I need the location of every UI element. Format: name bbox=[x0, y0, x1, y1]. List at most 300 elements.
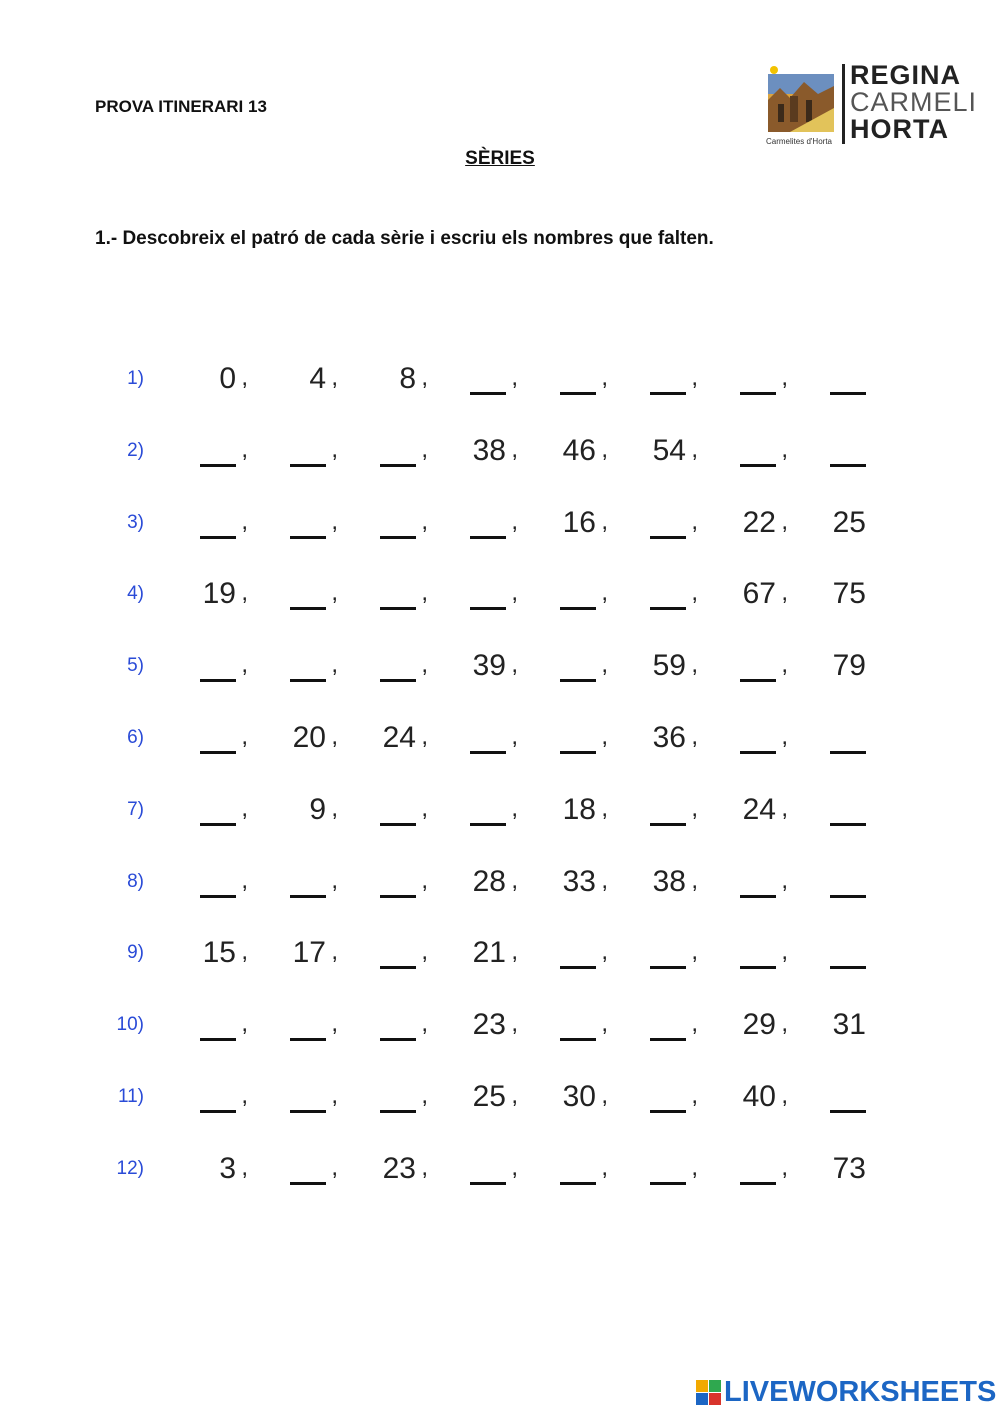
answer-blank[interactable] bbox=[278, 865, 338, 905]
liveworksheets-wordmark: LIVEWORKSHEETS bbox=[724, 1376, 997, 1408]
answer-blank[interactable] bbox=[548, 1152, 608, 1192]
series-number: 28 bbox=[472, 865, 506, 898]
answer-blank-line[interactable] bbox=[560, 966, 596, 969]
answer-blank[interactable] bbox=[278, 1080, 338, 1120]
answer-blank-line[interactable] bbox=[290, 1110, 326, 1113]
separator-comma: , bbox=[691, 508, 698, 535]
separator-comma: , bbox=[331, 1082, 338, 1109]
answer-blank-line[interactable] bbox=[740, 966, 776, 969]
series-row-number: 10) bbox=[116, 1014, 144, 1035]
answer-blank[interactable] bbox=[818, 721, 878, 761]
answer-blank-line[interactable] bbox=[560, 607, 596, 610]
separator-comma: , bbox=[241, 1010, 248, 1037]
separator-comma: , bbox=[781, 364, 788, 391]
answer-blank[interactable] bbox=[458, 362, 518, 402]
answer-blank-line[interactable] bbox=[830, 392, 866, 395]
answer-blank[interactable] bbox=[458, 793, 518, 833]
answer-blank-line[interactable] bbox=[290, 679, 326, 682]
answer-blank[interactable] bbox=[458, 577, 518, 617]
answer-blank-line[interactable] bbox=[650, 823, 686, 826]
answer-blank[interactable] bbox=[278, 1008, 338, 1048]
answer-blank[interactable] bbox=[368, 506, 428, 546]
series-value bbox=[638, 434, 698, 474]
series-number: 79 bbox=[832, 649, 866, 682]
separator-comma: , bbox=[241, 579, 248, 606]
separator-comma: , bbox=[691, 651, 698, 678]
answer-blank-line[interactable] bbox=[470, 823, 506, 826]
series-value bbox=[278, 362, 338, 402]
separator-comma: , bbox=[601, 1154, 608, 1181]
series-number: 25 bbox=[472, 1080, 506, 1113]
answer-blank-line[interactable] bbox=[200, 1110, 236, 1113]
series-row-number: 5) bbox=[127, 655, 144, 676]
series-number: 23 bbox=[382, 1152, 416, 1185]
separator-comma: , bbox=[421, 508, 428, 535]
answer-blank-line[interactable] bbox=[650, 607, 686, 610]
separator-comma: , bbox=[421, 436, 428, 463]
answer-blank[interactable] bbox=[548, 721, 608, 761]
answer-blank-line[interactable] bbox=[380, 823, 416, 826]
answer-blank-line[interactable] bbox=[830, 823, 866, 826]
separator-comma: , bbox=[421, 938, 428, 965]
separator-comma: , bbox=[511, 508, 518, 535]
separator-comma: , bbox=[781, 651, 788, 678]
answer-blank[interactable] bbox=[638, 506, 698, 546]
series-number: 36 bbox=[652, 721, 686, 754]
answer-blank[interactable] bbox=[728, 362, 788, 402]
separator-comma: , bbox=[781, 938, 788, 965]
separator-comma: , bbox=[691, 579, 698, 606]
separator-comma: , bbox=[241, 364, 248, 391]
series-number: 31 bbox=[832, 1008, 866, 1041]
series-value bbox=[368, 721, 428, 761]
answer-blank[interactable] bbox=[458, 721, 518, 761]
answer-blank-line[interactable] bbox=[380, 464, 416, 467]
series-value bbox=[458, 1008, 518, 1048]
separator-comma: , bbox=[781, 1010, 788, 1037]
answer-blank-line[interactable] bbox=[200, 751, 236, 754]
answer-blank[interactable] bbox=[818, 434, 878, 474]
separator-comma: , bbox=[691, 436, 698, 463]
logo-caption: Carmelites d'Horta bbox=[766, 137, 832, 146]
answer-blank-line[interactable] bbox=[290, 1182, 326, 1185]
separator-comma: , bbox=[601, 938, 608, 965]
series-number: 15 bbox=[202, 936, 236, 969]
answer-blank-line[interactable] bbox=[560, 751, 596, 754]
series-number: 18 bbox=[562, 793, 596, 826]
answer-blank-line[interactable] bbox=[380, 536, 416, 539]
answer-blank-line[interactable] bbox=[290, 1038, 326, 1041]
series-number: 8 bbox=[399, 362, 416, 395]
separator-comma: , bbox=[331, 651, 338, 678]
answer-blank-line[interactable] bbox=[470, 392, 506, 395]
answer-blank-line[interactable] bbox=[290, 536, 326, 539]
separator-comma: , bbox=[691, 1082, 698, 1109]
answer-blank[interactable] bbox=[188, 865, 248, 905]
answer-blank-line[interactable] bbox=[200, 464, 236, 467]
answer-blank[interactable] bbox=[188, 721, 248, 761]
separator-comma: , bbox=[241, 723, 248, 750]
series-value bbox=[458, 1080, 518, 1120]
answer-blank-line[interactable] bbox=[830, 966, 866, 969]
separator-comma: , bbox=[331, 1010, 338, 1037]
separator-comma: , bbox=[421, 651, 428, 678]
answer-blank-line[interactable] bbox=[380, 607, 416, 610]
separator-comma: , bbox=[331, 364, 338, 391]
answer-blank[interactable] bbox=[548, 1008, 608, 1048]
separator-comma: , bbox=[331, 795, 338, 822]
separator-comma: , bbox=[511, 1082, 518, 1109]
answer-blank-line[interactable] bbox=[380, 895, 416, 898]
answer-blank-line[interactable] bbox=[200, 536, 236, 539]
answer-blank[interactable] bbox=[638, 577, 698, 617]
series-number: 73 bbox=[832, 1152, 866, 1185]
answer-blank[interactable] bbox=[818, 865, 878, 905]
series-value bbox=[278, 721, 338, 761]
separator-comma: , bbox=[421, 723, 428, 750]
answer-blank-line[interactable] bbox=[200, 679, 236, 682]
separator-comma: , bbox=[511, 795, 518, 822]
answer-blank[interactable] bbox=[278, 1152, 338, 1192]
answer-blank-line[interactable] bbox=[650, 966, 686, 969]
separator-comma: , bbox=[601, 1082, 608, 1109]
series-value bbox=[638, 865, 698, 905]
series-number: 38 bbox=[652, 865, 686, 898]
answer-blank-line[interactable] bbox=[830, 751, 866, 754]
separator-comma: , bbox=[241, 938, 248, 965]
answer-blank[interactable] bbox=[188, 1008, 248, 1048]
answer-blank[interactable] bbox=[638, 1008, 698, 1048]
separator-comma: , bbox=[691, 867, 698, 894]
series-row-number: 7) bbox=[127, 799, 144, 820]
series-number: 9 bbox=[309, 793, 326, 826]
series-value bbox=[818, 506, 878, 546]
answer-blank-line[interactable] bbox=[290, 895, 326, 898]
answer-blank[interactable] bbox=[818, 793, 878, 833]
series-value bbox=[188, 362, 248, 402]
series-row-number: 2) bbox=[127, 440, 144, 461]
series-value bbox=[548, 793, 608, 833]
exercise-instruction: 1.- Descobreix el patró de cada sèrie i escriu els nombres que falten. bbox=[95, 228, 714, 249]
series-row bbox=[0, 1152, 1000, 1192]
separator-comma: , bbox=[421, 1154, 428, 1181]
separator-comma: , bbox=[511, 938, 518, 965]
series-value bbox=[278, 793, 338, 833]
series-value bbox=[818, 1152, 878, 1192]
series-number: 4 bbox=[309, 362, 326, 395]
series-row-number: 8) bbox=[127, 871, 144, 892]
series-row bbox=[0, 865, 1000, 905]
series-value bbox=[548, 865, 608, 905]
answer-blank[interactable] bbox=[188, 434, 248, 474]
answer-blank[interactable] bbox=[188, 649, 248, 689]
series-value bbox=[728, 793, 788, 833]
series-value bbox=[818, 577, 878, 617]
separator-comma: , bbox=[781, 508, 788, 535]
answer-blank[interactable] bbox=[458, 506, 518, 546]
answer-blank[interactable] bbox=[368, 649, 428, 689]
separator-comma: , bbox=[331, 579, 338, 606]
series-value bbox=[188, 1152, 248, 1192]
answer-blank-line[interactable] bbox=[470, 607, 506, 610]
separator-comma: , bbox=[241, 1154, 248, 1181]
answer-blank[interactable] bbox=[368, 793, 428, 833]
answer-blank[interactable] bbox=[728, 649, 788, 689]
answer-blank[interactable] bbox=[818, 1080, 878, 1120]
answer-blank-line[interactable] bbox=[740, 895, 776, 898]
series-number: 19 bbox=[202, 577, 236, 610]
series-row-number: 3) bbox=[127, 512, 144, 533]
series-row bbox=[0, 721, 1000, 761]
separator-comma: , bbox=[691, 723, 698, 750]
series-value bbox=[458, 865, 518, 905]
answer-blank[interactable] bbox=[278, 649, 338, 689]
answer-blank[interactable] bbox=[368, 434, 428, 474]
answer-blank[interactable] bbox=[188, 793, 248, 833]
series-value bbox=[638, 649, 698, 689]
series-number: 25 bbox=[832, 506, 866, 539]
separator-comma: , bbox=[241, 867, 248, 894]
series-row bbox=[0, 434, 1000, 474]
separator-comma: , bbox=[421, 579, 428, 606]
series-number: 17 bbox=[292, 936, 326, 969]
answer-blank[interactable] bbox=[728, 936, 788, 976]
answer-blank-line[interactable] bbox=[380, 966, 416, 969]
series-number: 59 bbox=[652, 649, 686, 682]
answer-blank[interactable] bbox=[548, 649, 608, 689]
answer-blank[interactable] bbox=[278, 434, 338, 474]
series-value bbox=[728, 1080, 788, 1120]
separator-comma: , bbox=[421, 1082, 428, 1109]
separator-comma: , bbox=[511, 436, 518, 463]
answer-blank-line[interactable] bbox=[470, 1182, 506, 1185]
separator-comma: , bbox=[331, 436, 338, 463]
answer-blank-line[interactable] bbox=[650, 392, 686, 395]
separator-comma: , bbox=[331, 938, 338, 965]
series-number: 30 bbox=[562, 1080, 596, 1113]
answer-blank-line[interactable] bbox=[560, 679, 596, 682]
separator-comma: , bbox=[781, 436, 788, 463]
separator-comma: , bbox=[601, 651, 608, 678]
answer-blank[interactable] bbox=[548, 362, 608, 402]
answer-blank[interactable] bbox=[638, 793, 698, 833]
answer-blank-line[interactable] bbox=[290, 607, 326, 610]
separator-comma: , bbox=[601, 723, 608, 750]
answer-blank-line[interactable] bbox=[290, 464, 326, 467]
series-number: 22 bbox=[742, 506, 776, 539]
answer-blank[interactable] bbox=[458, 1152, 518, 1192]
separator-comma: , bbox=[511, 651, 518, 678]
series-number: 40 bbox=[742, 1080, 776, 1113]
series-number: 21 bbox=[472, 936, 506, 969]
series-row-number: 6) bbox=[127, 727, 144, 748]
series-value bbox=[728, 577, 788, 617]
series-row bbox=[0, 1080, 1000, 1120]
answer-blank[interactable] bbox=[728, 721, 788, 761]
separator-comma: , bbox=[331, 1154, 338, 1181]
answer-blank-line[interactable] bbox=[740, 464, 776, 467]
answer-blank-line[interactable] bbox=[830, 464, 866, 467]
separator-comma: , bbox=[331, 867, 338, 894]
separator-comma: , bbox=[781, 867, 788, 894]
separator-comma: , bbox=[781, 579, 788, 606]
series-number: 33 bbox=[562, 865, 596, 898]
answer-blank[interactable] bbox=[548, 936, 608, 976]
separator-comma: , bbox=[601, 867, 608, 894]
answer-blank[interactable] bbox=[368, 577, 428, 617]
logo-word-horta: HORTA bbox=[850, 114, 949, 144]
separator-comma: , bbox=[691, 364, 698, 391]
series-row bbox=[0, 649, 1000, 689]
logo-word-regina: REGINA bbox=[850, 60, 962, 90]
series-row bbox=[0, 936, 1000, 976]
series-value bbox=[818, 649, 878, 689]
answer-blank-line[interactable] bbox=[470, 536, 506, 539]
series-value bbox=[188, 577, 248, 617]
answer-blank[interactable] bbox=[638, 936, 698, 976]
series-row-number: 9) bbox=[127, 942, 144, 963]
series-number: 38 bbox=[472, 434, 506, 467]
answer-blank-line[interactable] bbox=[200, 823, 236, 826]
answer-blank-line[interactable] bbox=[470, 751, 506, 754]
separator-comma: , bbox=[421, 1010, 428, 1037]
series-value bbox=[458, 936, 518, 976]
separator-comma: , bbox=[601, 364, 608, 391]
series-number: 75 bbox=[832, 577, 866, 610]
separator-comma: , bbox=[421, 867, 428, 894]
answer-blank-line[interactable] bbox=[650, 536, 686, 539]
separator-comma: , bbox=[691, 795, 698, 822]
separator-comma: , bbox=[421, 795, 428, 822]
separator-comma: , bbox=[511, 364, 518, 391]
separator-comma: , bbox=[241, 795, 248, 822]
separator-comma: , bbox=[511, 1154, 518, 1181]
series-value bbox=[458, 434, 518, 474]
series-row bbox=[0, 577, 1000, 617]
answer-blank[interactable] bbox=[638, 362, 698, 402]
separator-comma: , bbox=[781, 1154, 788, 1181]
answer-blank-line[interactable] bbox=[560, 392, 596, 395]
series-row bbox=[0, 506, 1000, 546]
series-value bbox=[368, 362, 428, 402]
series-value bbox=[548, 1080, 608, 1120]
answer-blank[interactable] bbox=[188, 1080, 248, 1120]
answer-blank[interactable] bbox=[368, 1008, 428, 1048]
separator-comma: , bbox=[601, 795, 608, 822]
answer-blank[interactable] bbox=[818, 936, 878, 976]
series-number: 46 bbox=[562, 434, 596, 467]
series-value bbox=[368, 1152, 428, 1192]
answer-blank[interactable] bbox=[728, 865, 788, 905]
series-number: 23 bbox=[472, 1008, 506, 1041]
series-number: 24 bbox=[742, 793, 776, 826]
answer-blank[interactable] bbox=[188, 506, 248, 546]
separator-comma: , bbox=[601, 436, 608, 463]
series-number: 39 bbox=[472, 649, 506, 682]
series-value bbox=[548, 506, 608, 546]
separator-comma: , bbox=[511, 1010, 518, 1037]
answer-blank-line[interactable] bbox=[380, 1038, 416, 1041]
separator-comma: , bbox=[241, 1082, 248, 1109]
series-value bbox=[278, 936, 338, 976]
separator-comma: , bbox=[241, 508, 248, 535]
series-number: 67 bbox=[742, 577, 776, 610]
answer-blank-line[interactable] bbox=[380, 1110, 416, 1113]
series-number: 54 bbox=[652, 434, 686, 467]
series-value bbox=[638, 721, 698, 761]
answer-blank-line[interactable] bbox=[560, 1038, 596, 1041]
answer-blank-line[interactable] bbox=[560, 1182, 596, 1185]
separator-comma: , bbox=[241, 651, 248, 678]
series-number: 24 bbox=[382, 721, 416, 754]
series-value bbox=[728, 506, 788, 546]
answer-blank-line[interactable] bbox=[650, 1110, 686, 1113]
answer-blank-line[interactable] bbox=[200, 895, 236, 898]
separator-comma: , bbox=[691, 1154, 698, 1181]
answer-blank[interactable] bbox=[368, 1080, 428, 1120]
answer-blank-line[interactable] bbox=[200, 1038, 236, 1041]
section-title: SÈRIES bbox=[465, 148, 535, 169]
answer-blank[interactable] bbox=[548, 577, 608, 617]
series-value bbox=[818, 1008, 878, 1048]
series-value bbox=[188, 936, 248, 976]
answer-blank-line[interactable] bbox=[740, 1182, 776, 1185]
series-value bbox=[548, 434, 608, 474]
series-row-number: 11) bbox=[117, 1086, 144, 1107]
series-row bbox=[0, 1008, 1000, 1048]
answer-blank[interactable] bbox=[278, 506, 338, 546]
separator-comma: , bbox=[691, 1010, 698, 1037]
answer-blank[interactable] bbox=[728, 1152, 788, 1192]
separator-comma: , bbox=[511, 723, 518, 750]
answer-blank[interactable] bbox=[818, 362, 878, 402]
separator-comma: , bbox=[331, 508, 338, 535]
liveworksheets-logo-icon bbox=[696, 1380, 722, 1406]
series-row-number: 4) bbox=[127, 583, 144, 604]
answer-blank-line[interactable] bbox=[830, 1110, 866, 1113]
answer-blank-line[interactable] bbox=[650, 1182, 686, 1185]
answer-blank[interactable] bbox=[728, 434, 788, 474]
series-row-number: 1) bbox=[127, 368, 144, 389]
series-row-number: 12) bbox=[116, 1158, 144, 1179]
separator-comma: , bbox=[601, 579, 608, 606]
logo-word-carmeli: CARMELI bbox=[850, 87, 978, 117]
separator-comma: , bbox=[241, 436, 248, 463]
series-row bbox=[0, 793, 1000, 833]
separator-comma: , bbox=[511, 867, 518, 894]
answer-blank[interactable] bbox=[638, 1080, 698, 1120]
answer-blank[interactable] bbox=[368, 865, 428, 905]
answer-blank[interactable] bbox=[638, 1152, 698, 1192]
series-number: 3 bbox=[219, 1152, 236, 1185]
answer-blank-line[interactable] bbox=[380, 679, 416, 682]
separator-comma: , bbox=[781, 723, 788, 750]
answer-blank-line[interactable] bbox=[740, 392, 776, 395]
separator-comma: , bbox=[601, 508, 608, 535]
answer-blank-line[interactable] bbox=[740, 679, 776, 682]
answer-blank-line[interactable] bbox=[830, 895, 866, 898]
answer-blank-line[interactable] bbox=[650, 1038, 686, 1041]
separator-comma: , bbox=[331, 723, 338, 750]
series-number: 0 bbox=[219, 362, 236, 395]
series-value bbox=[728, 1008, 788, 1048]
separator-comma: , bbox=[421, 364, 428, 391]
answer-blank-line[interactable] bbox=[740, 751, 776, 754]
separator-comma: , bbox=[781, 795, 788, 822]
page-header-title: PROVA ITINERARI 13 bbox=[95, 97, 267, 116]
answer-blank[interactable] bbox=[278, 577, 338, 617]
answer-blank[interactable] bbox=[368, 936, 428, 976]
